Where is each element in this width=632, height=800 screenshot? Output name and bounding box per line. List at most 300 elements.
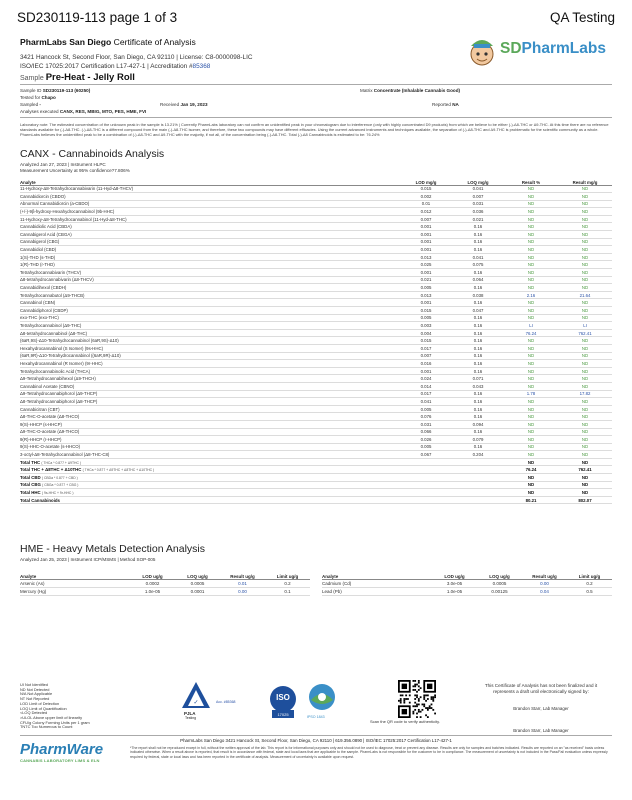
- qr-code[interactable]: [398, 680, 436, 718]
- analyte-name: Δ8-Tetrahydrocannabiphorol (Δ8-THCP): [20, 398, 400, 406]
- loq-value: 0.038: [452, 291, 504, 299]
- legend-item: >ULOL Above upper limit of linearity: [20, 714, 83, 720]
- table-row: [20, 269, 612, 277]
- loq-value: 0.036: [452, 208, 504, 216]
- result-mg: ND: [558, 269, 612, 277]
- result-mg: ND: [558, 367, 612, 375]
- certificate-title: Certificate of Analysis: [113, 37, 196, 47]
- result-pct: ND: [504, 352, 558, 360]
- lod-value: 0.007: [400, 352, 452, 360]
- table-row: [20, 428, 612, 436]
- lod-value: 0.012: [400, 208, 452, 216]
- result-pct: ND: [504, 269, 558, 277]
- analyte-name: Δ8-THC-O-acetate (Δ8-THCO): [20, 413, 400, 421]
- col-loq: LOQ ug/g: [175, 566, 220, 579]
- loq-value: 0.16: [452, 360, 504, 368]
- lod-value: 0.0002: [130, 579, 175, 587]
- loq-value: 0.0005: [477, 579, 522, 587]
- result-pct: ND: [504, 367, 558, 375]
- lod-value: 0.002: [400, 193, 452, 201]
- analyte-name: Cannabicitran (CBT): [20, 405, 400, 413]
- result-pct: ND: [504, 200, 558, 208]
- sdpharmlabs-logo: [464, 32, 614, 72]
- col-result: Result ug/g: [220, 566, 265, 579]
- analyte-name: Hexahydrocannabinol (S Isomer) (9s-HHC): [20, 344, 400, 352]
- table-row: [20, 587, 310, 595]
- divider: [20, 84, 612, 85]
- result-pct: ND: [504, 344, 558, 352]
- legend-item: TNTC Too Numerous to Count: [20, 724, 73, 730]
- analyte-name: Cannabigerol Acid (CBGA): [20, 231, 400, 239]
- analyte-name: Cannabinol Acetate (CBNO): [20, 382, 400, 390]
- total-mg: ND: [558, 458, 612, 466]
- result-mg: ND: [558, 261, 612, 269]
- tested-for: Tested for Chapo: [20, 95, 56, 100]
- analyte-name: Δ9-Tetrahydrocannabiphorol (Δ9-THCP): [20, 390, 400, 398]
- pharmware-tagline: CANNABIS LABORATORY LIMS & ELN: [20, 758, 100, 763]
- lod-value: 0.001: [400, 238, 452, 246]
- result-pct: ND: [504, 382, 558, 390]
- sample-name: Pre-Heat - Jelly Roll: [45, 72, 135, 83]
- lod-value: 0.001: [400, 299, 452, 307]
- result-pct: ND: [504, 261, 558, 269]
- analyte-name: 1(R)-THD (r-THD): [20, 261, 400, 269]
- table-row: [20, 314, 612, 322]
- result-mg: ND: [558, 413, 612, 421]
- result-value: 0.01: [220, 579, 265, 587]
- reported: Reported NA: [432, 102, 459, 107]
- legend-item: NT Not Reported: [20, 696, 50, 702]
- lod-value: 0.004: [400, 329, 452, 337]
- loq-value: 0.16: [452, 329, 504, 337]
- loq-value: 0.16: [452, 231, 504, 239]
- result-pct: ND: [504, 208, 558, 216]
- loq-value: 0.007: [452, 193, 504, 201]
- col-lod: LOD ug/g: [130, 566, 175, 579]
- result-mg: ND: [558, 307, 612, 315]
- table-row: [20, 291, 612, 299]
- analyte-name: (+/-)-9β-hydroxy-Hexahydrocannabinol (9b-HHC): [20, 208, 400, 216]
- lod-value: 0.001: [400, 367, 452, 375]
- total-pct: 76.24: [504, 466, 558, 474]
- analyte-name: Tetrahydrocannabinolic Acid (THCA): [20, 367, 400, 375]
- result-mg: ND: [558, 208, 612, 216]
- result-pct: ND: [504, 276, 558, 284]
- legend-item: LOD Limit of Detection: [20, 700, 60, 706]
- loq-value: 0.16: [452, 269, 504, 277]
- legend-item: UI Not Identified: [20, 682, 48, 687]
- lod-value: 0.001: [400, 223, 452, 231]
- lod-value: 0.005: [400, 405, 452, 413]
- table-row: [20, 367, 612, 375]
- table-row: [20, 276, 612, 284]
- loq-value: 0.094: [452, 420, 504, 428]
- table-row: [20, 375, 612, 383]
- legend-item: <LOQ Detected: [20, 710, 48, 716]
- col-limit: Limit ug/g: [265, 566, 310, 579]
- laboratory-note: Laboratory note: The estimated concentration of the unknown peak in the sample is 13.21% | Currently PharmLabs laboratory can not confirm an unidentified peak in your chromatogram due to interference (only with highly concentrated D9 products) from which we believe to be either (-)-Δ8-THC or Δ9-THC. At this time there are no reference standards available for (-)-Δ8-THC. (-)-Δ8-THC is a different compound from the main (-)-Δ8-THC isomer, and therefore, these two compounds may have different efficacies. Using the current advanced instruments and techniques available, the separation of (-)-Δ8-THC and Δ9-THC is problematic for the scientific community as a whole. PharmLabs believes the unidentified peak to be a combination of (-)-Δ8-THC and Δ9-THC with the majority, if not all, of the concentration being (-)-Δ8-THC. Total (-)-Δ8 Cannabinoids is estimated to be: 76.24%: [20, 122, 609, 138]
- analyte-name: 11-Hydroxy-Δ8-Tetrahydrocannabivarin (11-Hyd-Δ8-THCV): [20, 185, 400, 193]
- loq-value: 0.16: [452, 284, 504, 292]
- logo-wordmark: SDPharmLabs: [500, 40, 606, 57]
- result-mg: 762.41: [558, 329, 612, 337]
- lod-value: 0.076: [400, 413, 452, 421]
- result-pct: ND: [504, 284, 558, 292]
- result-mg: ND: [558, 344, 612, 352]
- loq-value: 0.047: [452, 307, 504, 315]
- lod-value: 0.001: [400, 246, 452, 254]
- result-mg: ND: [558, 420, 612, 428]
- analyte-name: 3-octyl-Δ8-Tetrahydrocannabinol (Δ8-THC-C8): [20, 451, 400, 459]
- analyses-executed: Analyses executed CANX, RES, MBIG, MTO, PES, HME, FVI: [20, 109, 147, 114]
- analyte-name: Cannabidiorcin (CBDO): [20, 193, 400, 201]
- analyte-name: Arsenic (As): [20, 579, 130, 587]
- loq-value: 0.0001: [175, 587, 220, 595]
- table-row: [322, 579, 612, 587]
- result-pct: ND: [504, 398, 558, 406]
- table-row: [20, 390, 612, 398]
- total-label: Total CBD ( CBDa * 0.877 + CBD ): [20, 474, 400, 482]
- lod-value: 0.014: [400, 382, 452, 390]
- lod-value: 0.015: [400, 337, 452, 345]
- accreditation-link[interactable]: 85368: [192, 63, 211, 70]
- lod-value: 0.001: [400, 269, 452, 277]
- result-mg: ND: [558, 215, 612, 223]
- table-row: [20, 231, 612, 239]
- col-result-mg: Result mg/g: [558, 173, 612, 185]
- lod-value: 0.01: [400, 200, 452, 208]
- abbreviation-legend: [20, 683, 90, 730]
- result-mg: 21.64: [558, 291, 612, 299]
- table-row: [20, 405, 612, 413]
- analyte-name: exo-THC (exo-THC): [20, 314, 400, 322]
- matrix: Matrix Concentrate (Inhalable Cannabis Good): [360, 88, 461, 93]
- result-mg: ND: [558, 238, 612, 246]
- analyte-name: Abnormal Cannabidiorcin (a-CBDO): [20, 200, 400, 208]
- limit-value: 0.2: [265, 579, 310, 587]
- result-pct: ND: [504, 413, 558, 421]
- result-mg: LI: [558, 322, 612, 330]
- result-pct: ND: [504, 253, 558, 261]
- result-pct: ND: [504, 337, 558, 345]
- table-row: [20, 215, 612, 223]
- lod-value: 0.031: [400, 420, 452, 428]
- iso-line: ISO/IEC 17025:2017 Certification L17-427-1 | Accreditation #85368: [20, 63, 211, 70]
- result-mg: ND: [558, 428, 612, 436]
- lod-value: 0.026: [400, 436, 452, 444]
- result-pct: ND: [504, 238, 558, 246]
- svg-text:✓: ✓: [193, 700, 199, 706]
- result-mg: ND: [558, 451, 612, 459]
- pharmware-wordmark: PharmWare: [20, 741, 104, 758]
- analyte-name: 9(S)-HHCP (s-HHCP): [20, 420, 400, 428]
- loq-value: 0.16: [452, 246, 504, 254]
- lod-value: 0.041: [400, 398, 452, 406]
- col-analyte: Analyte: [20, 173, 400, 185]
- lod-value: 0.003: [400, 322, 452, 330]
- loq-value: 0.16: [452, 238, 504, 246]
- loq-value: 0.204: [452, 451, 504, 459]
- col-lod: LOD mg/g: [400, 173, 452, 185]
- total-mg: ND: [558, 481, 612, 489]
- loq-value: 0.16: [452, 314, 504, 322]
- analyte-name: 9(S)-HHC-O-acetate (s-HHCO): [20, 443, 400, 451]
- total-row: [20, 458, 612, 466]
- result-pct: 2.16: [504, 291, 558, 299]
- table-row: [20, 382, 612, 390]
- lod-value: 0.024: [400, 375, 452, 383]
- lod-value: 0.066: [400, 428, 452, 436]
- col-result-pct: Result %: [504, 173, 558, 185]
- result-pct: ND: [504, 375, 558, 383]
- result-value: 0.04: [522, 587, 567, 595]
- result-pct: ND: [504, 231, 558, 239]
- col-loq: LOQ mg/g: [452, 173, 504, 185]
- table-row: [20, 261, 612, 269]
- result-mg: ND: [558, 253, 612, 261]
- result-pct: ND: [504, 436, 558, 444]
- table-row: [20, 344, 612, 352]
- sample-title: Sample Pre-Heat - Jelly Roll: [20, 72, 135, 83]
- client-name: QA Testing: [549, 10, 615, 25]
- cannabinoids-table: [20, 173, 612, 504]
- total-label: Total HHC ( 9s-HHC + 9r-HHC ): [20, 489, 400, 497]
- result-pct: LI: [504, 322, 558, 330]
- ipso-badge: IPSO 1843: [305, 682, 345, 722]
- table-row: [20, 193, 612, 201]
- result-mg: ND: [558, 443, 612, 451]
- result-pct: ND: [504, 443, 558, 451]
- total-label: Total THC + Δ8THC + Δ10THC ( THCa * 0.877 + Δ9THC + Δ8THC + Δ10THC ): [20, 466, 400, 474]
- result-pct: ND: [504, 193, 558, 201]
- lod-value: 0.005: [400, 443, 452, 451]
- result-mg: ND: [558, 223, 612, 231]
- sample-id: Sample ID SD230119-113 (60250): [20, 88, 91, 93]
- analyte-name: Δ8-tetrahydrocannabivarin (Δ8-THCV): [20, 276, 400, 284]
- analyte-name: (6aR,9R)-Δ10-Tetrahydrocannabinol ((6aR,9R)-Δ10): [20, 352, 400, 360]
- address-line: 3421 Hancock St, Second Floor, San Diego, CA 92110 | License: C8-0000098-LIC: [20, 54, 253, 61]
- result-mg: ND: [558, 382, 612, 390]
- lod-value: 0.007: [400, 215, 452, 223]
- total-pct: ND: [504, 458, 558, 466]
- document-id: SD230119-113 page 1 of 3: [17, 10, 178, 25]
- loq-value: 0.16: [452, 398, 504, 406]
- result-pct: ND: [504, 185, 558, 193]
- total-label: Total CBG ( CBGa * 0.877 + CBG ): [20, 481, 400, 489]
- result-value: 0.00: [220, 587, 265, 595]
- analyte-name: Δ8-tetrahydrocannabinol (Δ8-THC): [20, 329, 400, 337]
- result-pct: ND: [504, 428, 558, 436]
- analyte-name: (6aR,9S)-Δ10-Tetrahydrocannabinol (6aR,9S)-Δ10): [20, 337, 400, 345]
- total-mg: ND: [558, 474, 612, 482]
- table-row: [20, 208, 612, 216]
- lod-value: 0.025: [400, 261, 452, 269]
- loq-value: 0.064: [452, 276, 504, 284]
- result-mg: ND: [558, 314, 612, 322]
- total-pct: 80.21: [504, 496, 558, 504]
- table-row: [20, 253, 612, 261]
- total-pct: ND: [504, 489, 558, 497]
- analyte-name: Δ9-Tetrahydrocannabihexol (Δ9-THCH): [20, 375, 400, 383]
- total-mg: 802.07: [558, 496, 612, 504]
- analyte-name: Cadmium (Cd): [322, 579, 432, 587]
- pjla-icon: [176, 680, 216, 714]
- mascot-icon: [464, 32, 500, 72]
- analyte-name: Cannabigerol (CBG): [20, 238, 400, 246]
- lod-value: 0.005: [400, 314, 452, 322]
- total-mg: 762.41: [558, 466, 612, 474]
- table-row: [20, 223, 612, 231]
- footer-address: PharmLabs San Diego 3421 Hancock St, Second Floor, San Diego, CA 92110 | 619.356.0890 | ISO/IEC 17025:2017 Certification L17-427-1: [180, 738, 452, 743]
- hme-section-title: HME - Heavy Metals Detection Analysis: [20, 543, 205, 555]
- result-mg: ND: [558, 231, 612, 239]
- result-mg: ND: [558, 284, 612, 292]
- footer-disclaimer: *The report shall not be reproduced except in full, without the written approval of the lab. This report is for informational purposes only and should not be used to diagnose, treat or prevent any disease. Results are only for samples and batches indicated. Results are reported on an "as received" basis unless indicated otherwise. When a result above is reported, that result is in accordance with federal, state and local laws that are applicable to the sample. PharmLabs is not responsible for the customer to be in compliance. The measurement of uncertainty is not included in the Pass/Fail evaluation unless expressly required by federal, state or local laws and has been reported in the certificate of analysis. Measurement of uncertainty is available upon request.: [130, 746, 608, 759]
- loq-value: 0.16: [452, 352, 504, 360]
- table-row: [20, 185, 612, 193]
- hme-analyzed: Analyzed Jan 25, 2023 | Instrument ICP/MSMS | Method SOP-005: [20, 557, 156, 562]
- table-row: [20, 299, 612, 307]
- scan-qr-note: Scan the QR code to verify authenticity.: [370, 719, 440, 724]
- result-mg: ND: [558, 246, 612, 254]
- analyte-name: Tetrahydrocannabinol (Δ9-THC): [20, 322, 400, 330]
- analyte-name: Cannabidiphorol (CBDP): [20, 307, 400, 315]
- hme-table-left: [20, 566, 310, 596]
- result-mg: ND: [558, 360, 612, 368]
- table-row: [20, 322, 612, 330]
- table-row: [20, 284, 612, 292]
- result-value: 0.00: [522, 579, 567, 587]
- analyte-name: Δ9-THC-O-acetate (Δ9-THCO): [20, 428, 400, 436]
- total-row: [20, 496, 612, 504]
- lod-value: 0.015: [400, 307, 452, 315]
- table-row: [20, 352, 612, 360]
- total-pct: ND: [504, 474, 558, 482]
- result-mg: ND: [558, 352, 612, 360]
- col-result: Result ug/g: [522, 566, 567, 579]
- result-mg: ND: [558, 193, 612, 201]
- loq-value: 0.16: [452, 405, 504, 413]
- loq-value: 0.043: [452, 382, 504, 390]
- loq-value: 0.16: [452, 367, 504, 375]
- result-mg: ND: [558, 436, 612, 444]
- loq-value: 0.041: [452, 185, 504, 193]
- result-pct: ND: [504, 246, 558, 254]
- total-mg: ND: [558, 489, 612, 497]
- analyte-name: Cannabinol (CBN): [20, 299, 400, 307]
- table-row: [20, 413, 612, 421]
- result-pct: ND: [504, 420, 558, 428]
- lod-value: 0.067: [400, 451, 452, 459]
- result-pct: ND: [504, 307, 558, 315]
- loq-value: 0.16: [452, 223, 504, 231]
- table-row: [20, 436, 612, 444]
- table-row: [20, 420, 612, 428]
- analyte-name: Lead (Pb): [322, 587, 432, 595]
- iso-badge: ISO 17025: [268, 684, 298, 720]
- loq-value: 0.16: [452, 390, 504, 398]
- analyte-name: Tetrahydrocannabutol (Δ9-THCB): [20, 291, 400, 299]
- lab-name: PharmLabs San Diego: [20, 37, 112, 47]
- canx-section-title: CANX - Cannabinoids Analysis: [20, 148, 165, 160]
- lab-address: [20, 53, 380, 71]
- signer-name: Brandon Starr, Lab Manager: [513, 706, 569, 711]
- loq-value: 0.0005: [175, 579, 220, 587]
- lod-value: 0.021: [400, 276, 452, 284]
- table-row: [20, 451, 612, 459]
- result-mg: ND: [558, 276, 612, 284]
- loq-value: 0.16: [452, 322, 504, 330]
- limit-value: 0.1: [265, 587, 310, 595]
- loq-value: 0.031: [452, 200, 504, 208]
- table-row: [20, 443, 612, 451]
- pjla-badge: ✓ PJLA Testing Acc. #85368: [176, 680, 236, 720]
- table-row: [20, 360, 612, 368]
- lod-value: 0.013: [400, 253, 452, 261]
- certificate-status: This Certificate of Analysis has not been finalized and it represents a draft until electronically signed by:: [484, 683, 598, 694]
- ipso-icon: [305, 682, 339, 714]
- lab-title: [20, 37, 196, 47]
- table-row: [322, 587, 612, 595]
- signer-line: Brandon Starr, Lab Manager: [513, 728, 569, 733]
- result-pct: ND: [504, 215, 558, 223]
- total-label: Total THC ( THCa * 0.877 + Δ9THC ): [20, 458, 400, 466]
- analyte-name: Hexahydrocannabinol (R Isomer) (9r-HHC): [20, 360, 400, 368]
- total-pct: ND: [504, 481, 558, 489]
- lod-value: 0.015: [400, 185, 452, 193]
- analyte-name: 11-Hydroxy-Δ8-Tetrahydrocannabinol (11-Hyd-Δ8-THC): [20, 215, 400, 223]
- legend-item: LOQ Limit of Quantification: [20, 705, 67, 711]
- result-mg: ND: [558, 398, 612, 406]
- total-row: [20, 474, 612, 482]
- analyte-name: Mercury (Hg): [20, 587, 130, 595]
- table-row: [20, 579, 310, 587]
- result-pct: ND: [504, 223, 558, 231]
- result-pct: ND: [504, 299, 558, 307]
- lod-value: 0.005: [400, 284, 452, 292]
- legend-item: ND Not Detected: [20, 686, 50, 692]
- lod-value: 0.017: [400, 344, 452, 352]
- loq-value: 0.16: [452, 413, 504, 421]
- table-row: [20, 307, 612, 315]
- col-loq: LOQ ug/g: [477, 566, 522, 579]
- loq-value: 0.16: [452, 428, 504, 436]
- loq-value: 0.16: [452, 443, 504, 451]
- loq-value: 0.041: [452, 253, 504, 261]
- analyte-name: Tetrahydrocannabivarin (THCV): [20, 269, 400, 277]
- result-mg: ND: [558, 299, 612, 307]
- lod-value: 1.0e-05: [130, 587, 175, 595]
- received: Received Jan 19, 2023: [160, 102, 208, 107]
- table-row: [20, 337, 612, 345]
- table-row: [20, 238, 612, 246]
- lod-value: 0.017: [400, 390, 452, 398]
- result-mg: ND: [558, 337, 612, 345]
- result-mg: ND: [558, 185, 612, 193]
- legend-item: N/A Not Applicable: [20, 691, 53, 697]
- canx-analyzed: Analyzed Jan 27, 2023 | Instrument HLPC: [20, 162, 106, 167]
- result-pct: ND: [504, 405, 558, 413]
- hme-table-right: [322, 566, 612, 596]
- col-analyte: Analyte: [322, 566, 432, 579]
- result-mg: ND: [558, 405, 612, 413]
- result-pct: 1.78: [504, 390, 558, 398]
- limit-value: 0.5: [567, 587, 612, 595]
- lod-value: 0.001: [400, 231, 452, 239]
- lod-value: 1.0e-05: [432, 587, 477, 595]
- total-row: [20, 481, 612, 489]
- table-row: [20, 200, 612, 208]
